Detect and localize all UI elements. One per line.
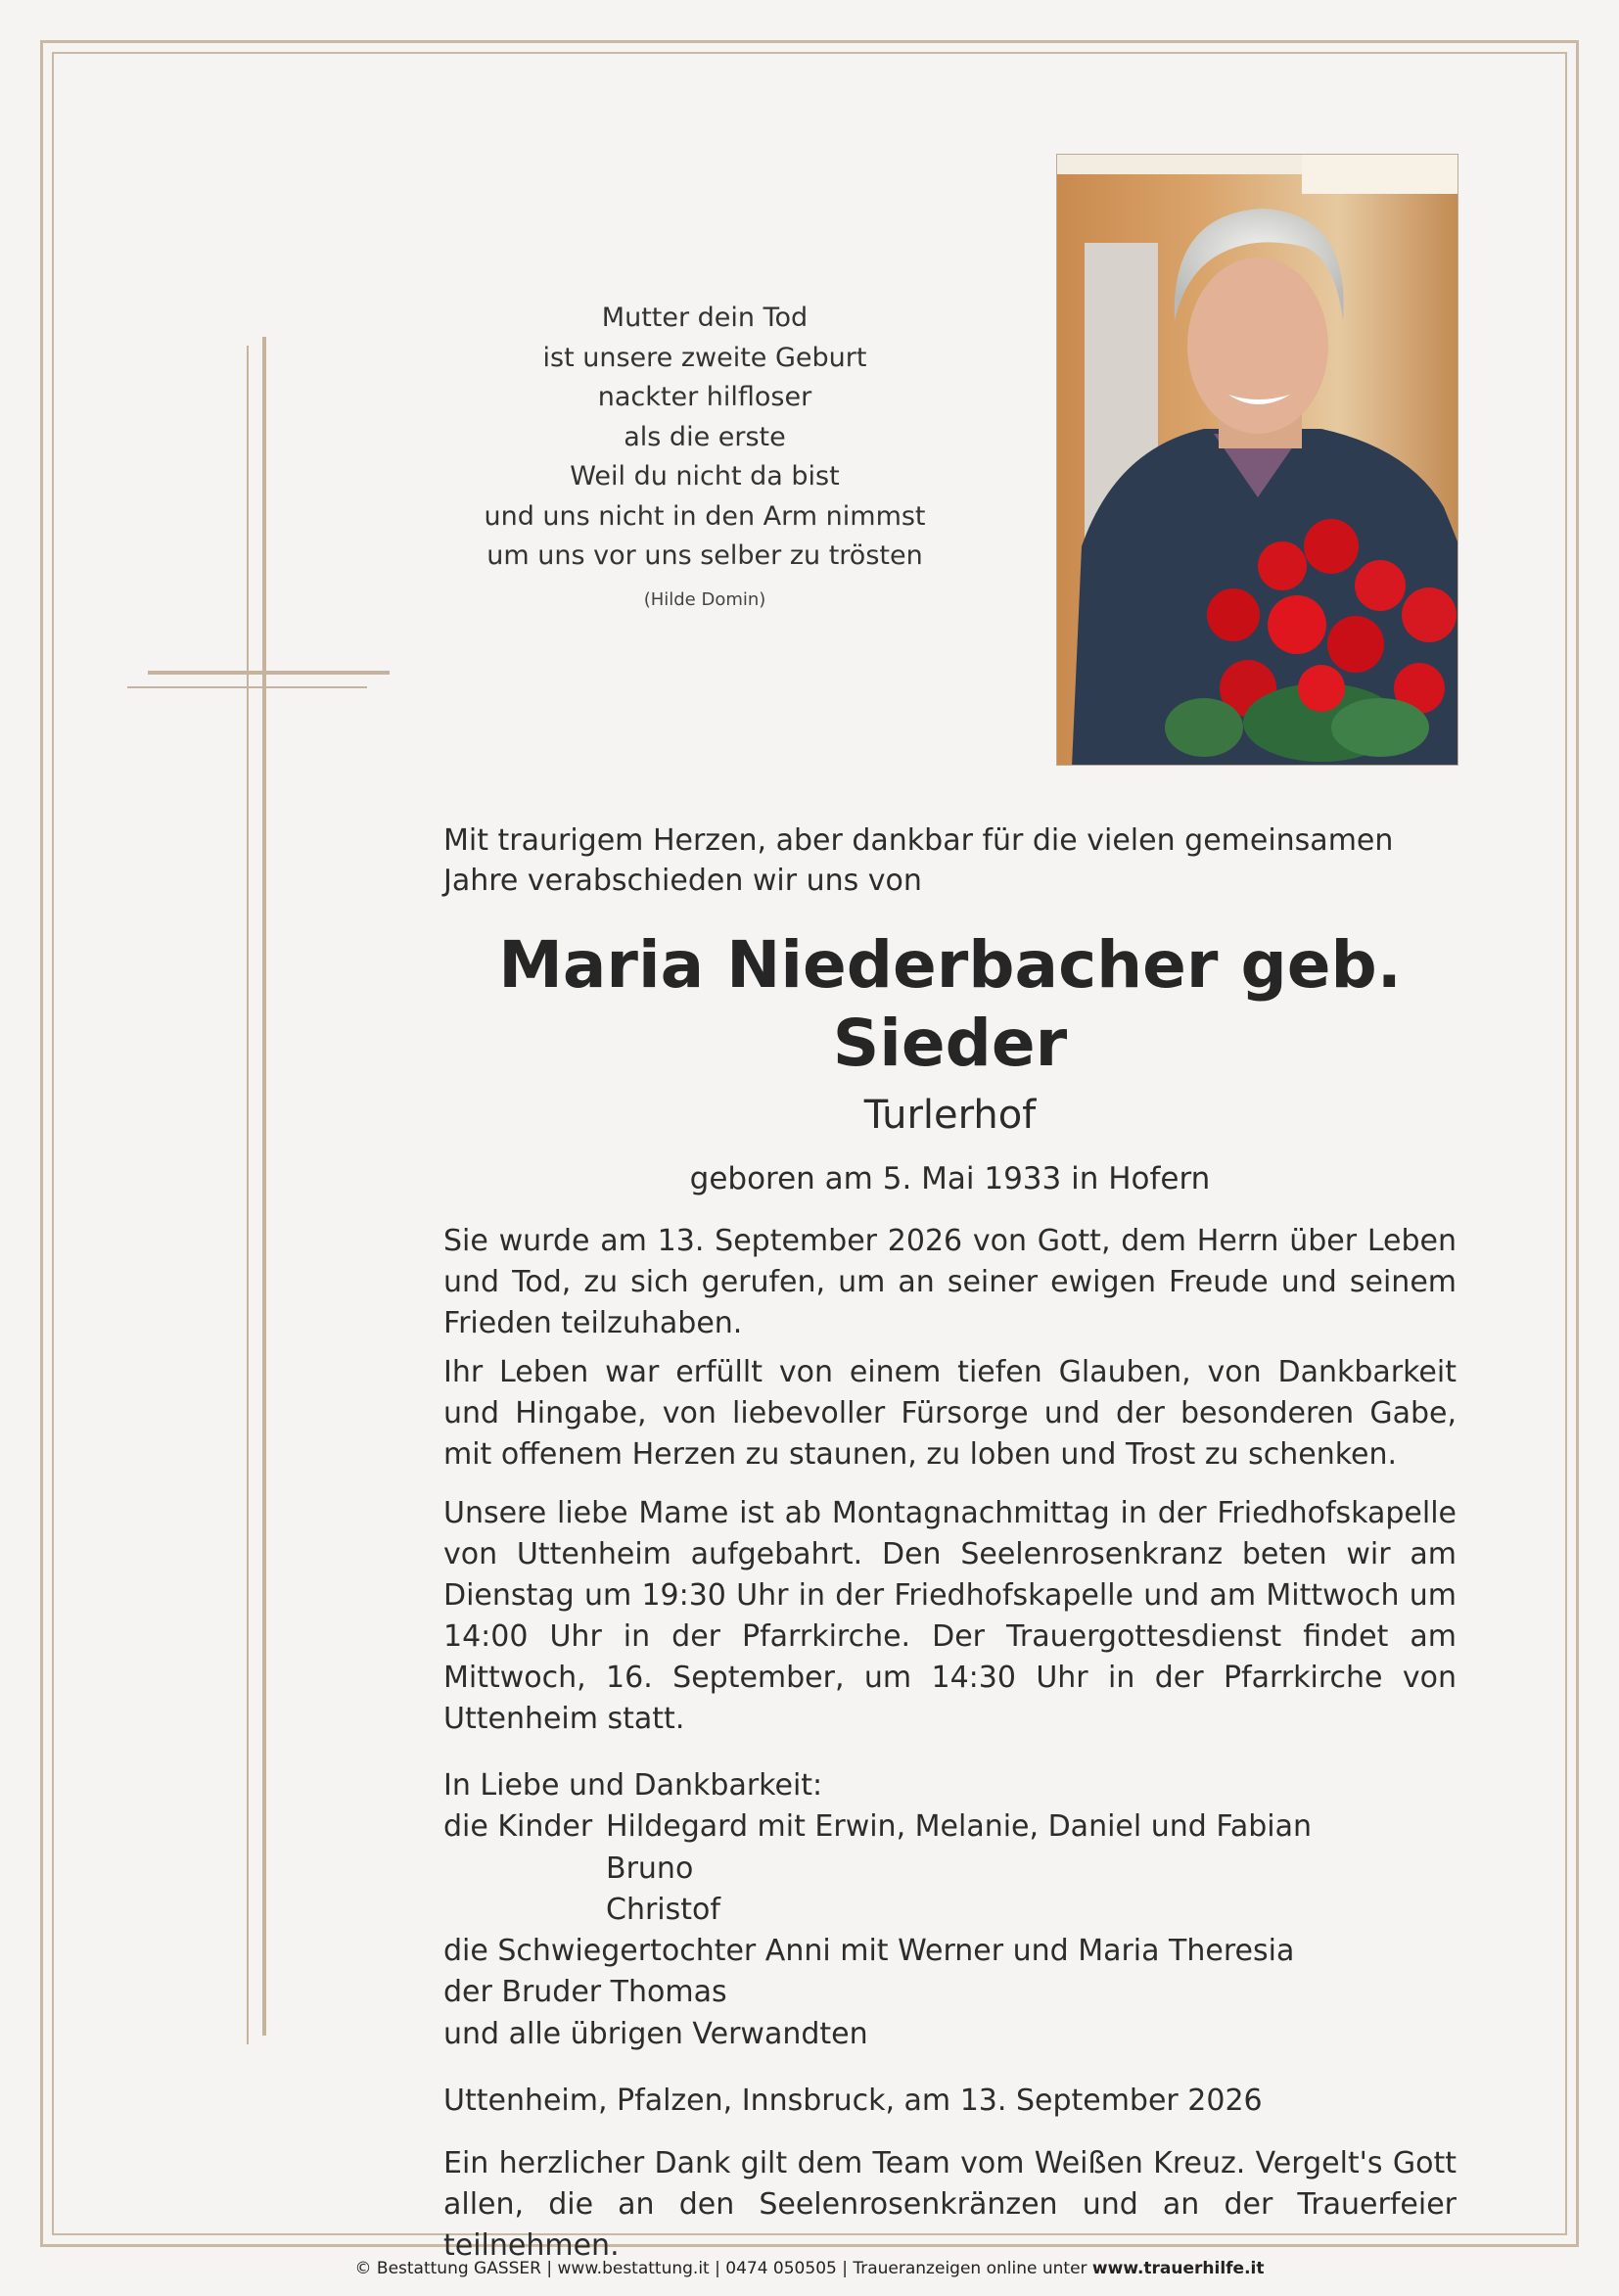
cross-vertical-thin xyxy=(247,346,249,2044)
family-row xyxy=(443,1806,1457,1848)
child-entry: Hildegard mit Erwin, Melanie, Daniel und Fabian xyxy=(606,1809,1313,1845)
portrait-photo xyxy=(1056,154,1458,766)
poem xyxy=(460,299,949,612)
poem-line: und uns nicht in den Arm nimmst xyxy=(484,500,926,532)
thanks-text: Ein herzlicher Dank gilt dem Team vom Weißen Kreuz. Vergelt's Gott allen, die an den Seelenrosenkränzen und an der Trauerfeier teilnehmen. xyxy=(443,2146,1457,2264)
family-row xyxy=(443,1890,1457,1931)
child-entry: Christof xyxy=(606,1892,720,1927)
family-heading: In Liebe und Dankbarkeit: xyxy=(443,1768,823,1803)
cross-horizontal-thick xyxy=(148,671,390,675)
child-entry: Bruno xyxy=(606,1851,694,1886)
children-label: die Kinder xyxy=(443,1809,593,1845)
family-row xyxy=(443,1849,1457,1890)
paragraph-life: Ihr Leben war erfüllt von einem tiefen Glauben, von Dankbarkeit und Hingabe, von liebevoller Fürsorge und der besonderen Gabe, mit offenem Herzen zu staunen, zu loben und Trost zu schenken. xyxy=(443,1355,1457,1472)
poem-line: ist unsere zweite Geburt xyxy=(542,342,867,373)
deceased-name: Maria Niederbacher geb. Sieder xyxy=(498,927,1402,1081)
family-entry: die Schwiegertochter Anni mit Werner und Maria Theresia xyxy=(443,1934,1295,1969)
footer xyxy=(0,2254,1619,2283)
family-entry: und alle übrigen Verwandten xyxy=(443,2016,868,2051)
poem-line: als die erste xyxy=(624,421,786,452)
cross-vertical-thick xyxy=(262,337,266,2036)
farm-name: Turlerhof xyxy=(863,1093,1037,1138)
place-date: Uttenheim, Pfalzen, Innsbruck, am 13. September 2026 xyxy=(443,2084,1263,2119)
family-entry: der Bruder Thomas xyxy=(443,1975,727,2010)
main-content xyxy=(443,820,1457,2296)
poem-line: Mutter dein Tod xyxy=(601,303,809,333)
cross-horizontal-thin xyxy=(127,686,367,688)
poem-author: (Hilde Domin) xyxy=(643,588,766,610)
paragraph-death: Sie wurde am 13. September 2026 von Gott, dem Herrn über Leben und Tod, zu sich gerufen, um an seiner ewigen Freude und seinem Frieden teilzuhaben. xyxy=(443,1224,1457,1340)
family-list xyxy=(443,1765,1457,2055)
poem-line: nackter hilfloser xyxy=(597,382,812,412)
footer-text: © Bestattung GASSER | www.bestattung.it | 0474 050505 | Traueranzeigen online unter xyxy=(354,2259,1092,2278)
poem-line: um uns vor uns selber zu trösten xyxy=(486,540,923,571)
poem-line: Weil du nicht da bist xyxy=(570,461,840,492)
footer-link[interactable]: www.trauerhilfe.it xyxy=(1091,2259,1265,2278)
paragraph-services: Unsere liebe Mame ist ab Montagnachmittag in der Friedhofskapelle von Uttenheim aufgebahrt. Den Seelenrosenkranz beten wir am Dienstag um 19:30 Uhr in der Friedhofskapelle und am Mittwoch um 14:00 Uhr in der Pfarrkirche. Der Trauergottesdienst findet am Mittwoch, 16. September, um 14:30 Uhr in der Pfarrkirche von Uttenheim statt. xyxy=(443,1496,1457,1736)
intro-text: Mit traurigem Herzen, aber dankbar für die vielen gemeinsamen Jahre verabschieden wir uns von xyxy=(443,823,1394,898)
birth-info: geboren am 5. Mai 1933 in Hofern xyxy=(689,1161,1211,1196)
